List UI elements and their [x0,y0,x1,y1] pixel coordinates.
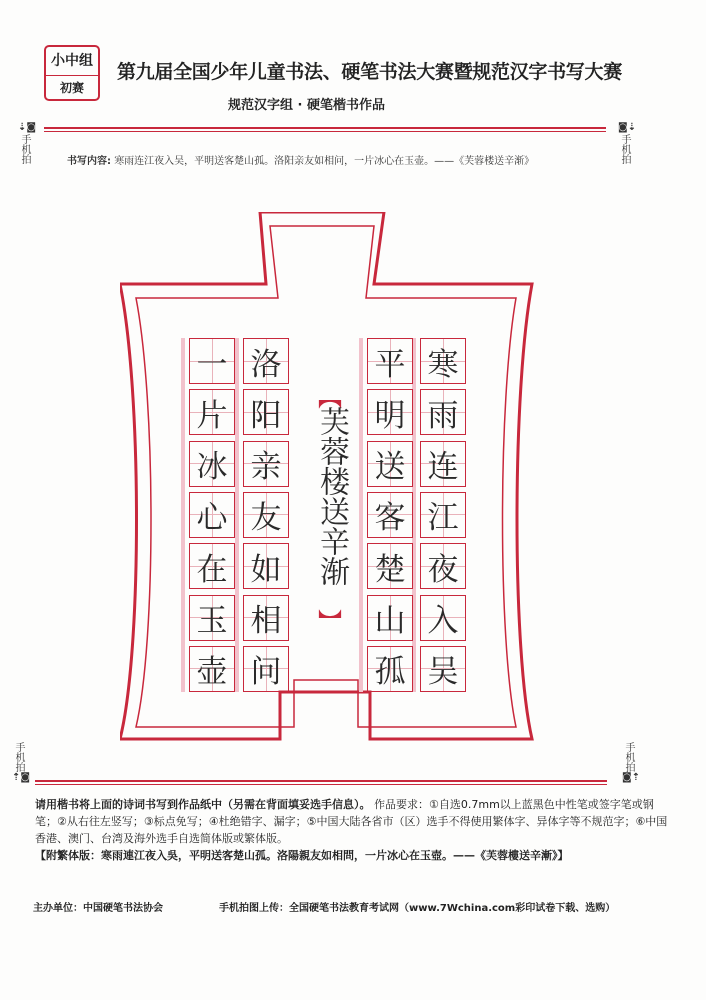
grid-cell: 平 [367,338,413,384]
page-title: 第九届全国少年儿童书法、硬笔书法大赛暨规范汉字书写大赛 [117,61,622,83]
group-badge [44,45,100,101]
grid-margin-strip [181,338,185,692]
grid-cell: 阳 [243,389,289,435]
bottom-divider [35,780,607,782]
camera-mark-label: 手机拍 [623,742,634,772]
camera-icon: ◙⇡ [622,772,641,783]
camera-mark-top-left [18,122,37,164]
top-divider-thin [44,131,606,132]
grid-cell: 心 [189,492,235,538]
grid-cell: 楚 [367,543,413,589]
camera-mark-bottom-right [622,742,641,784]
grid-cell: 入 [420,595,466,641]
writing-content [67,152,534,167]
grid-cell: 吴 [420,646,466,692]
grid-cell: 江 [420,492,466,538]
camera-icon: ⇡◙ [12,772,31,783]
grid-cell: 玉 [189,595,235,641]
camera-mark-top-right [618,122,637,164]
instructions [35,796,675,864]
grid-cell: 壶 [189,646,235,692]
grid-cell: 片 [189,389,235,435]
grid-cell: 孤 [367,646,413,692]
grid-cell: 问 [243,646,289,692]
poem-title-text: 芙蓉楼送辛渐 [314,406,349,586]
page-subtitle: 规范汉字组 · 硬笔楷书作品 [228,98,385,113]
grid-cell: 连 [420,441,466,487]
camera-mark-label: 手机拍 [13,742,24,772]
grid-cell: 洛 [243,338,289,384]
camera-icon: ◙⇣ [618,122,637,133]
grid-cell: 冰 [189,441,235,487]
camera-icon: ⇣◙ [18,122,37,133]
title-close-bracket: ︼ [318,608,342,636]
grid-cell: 明 [367,389,413,435]
grid-cell: 客 [367,492,413,538]
grid-margin-strip [359,338,363,692]
title-open-bracket: ︻ [318,384,342,412]
top-divider [44,127,606,129]
grid-cell: 如 [243,543,289,589]
poem-title [309,384,351,636]
writing-content-label: 书写内容: [67,156,111,167]
bottom-divider-thin [35,784,607,785]
footer-organizer: 主办单位：中国硬笔书法协会 [33,903,163,914]
instructions-traditional: 【附繁体版：寒雨連江夜入吳，平明送客楚山孤。洛陽親友如相問，一片冰心在玉壺。——《芙蓉樓送辛漸》】 [35,849,569,862]
grid-cell: 友 [243,492,289,538]
writing-content-text: 寒雨连江夜入吴，平明送客楚山孤。洛阳亲友如相问，一片冰心在玉壶。——《芙蓉楼送辛渐》 [114,156,535,167]
grid-cell: 一 [189,338,235,384]
footer-upload: 手机拍图上传：全国硬笔书法教育考试网（www.7Wchina.com彩印试卷下载、选购） [219,903,616,914]
grid-cell: 寒 [420,338,466,384]
instructions-main: 请用楷书将上面的诗词书写到作品纸中（另需在背面填妥选手信息）。 [35,798,371,811]
grid-cell: 相 [243,595,289,641]
round-label: 初赛 [59,81,84,95]
grid-cell: 在 [189,543,235,589]
grid-margin-strip [235,338,239,692]
grid-cell: 送 [367,441,413,487]
grid-cell: 雨 [420,389,466,435]
grid-cell: 山 [367,595,413,641]
camera-mark-label: 手机拍 [19,134,30,164]
instructions-requirements: 作品要求：①自选0.7mm以上蓝黑色中性笔或签字笔或钢笔；②从右往左竖写；③标点免写；④杜绝错字、漏字；⑤中国大陆各省市（区）选手不得使用繁体字、异体字等不规范字；⑥中国香港、澳门、台湾及海外选手自选简体版或繁体版。 [35,798,668,845]
camera-mark-bottom-left [12,742,31,784]
camera-mark-label: 手机拍 [619,134,630,164]
grid-cell: 亲 [243,441,289,487]
group-label: 小中组 [46,47,98,76]
grid-cell: 夜 [420,543,466,589]
